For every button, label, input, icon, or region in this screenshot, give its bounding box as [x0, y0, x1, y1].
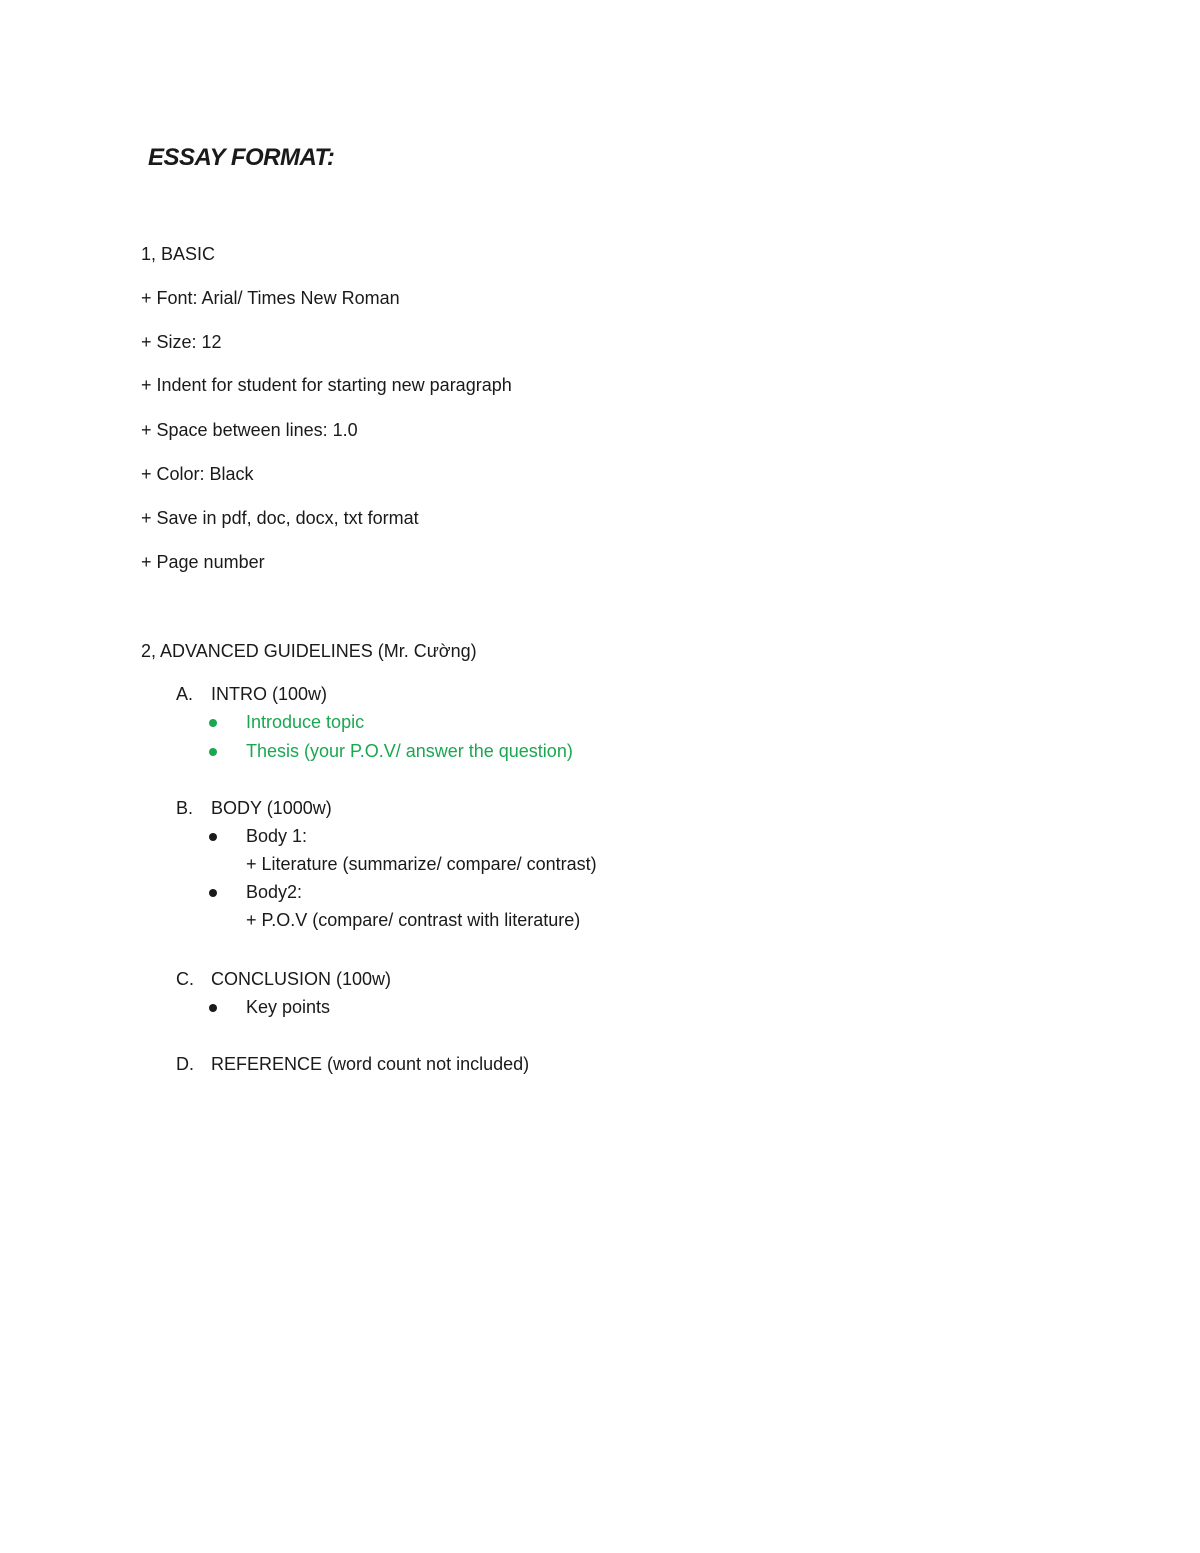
section-letter-a: A.: [176, 684, 194, 704]
body-bullet-2-sub: + P.O.V (compare/ contrast with literature): [246, 910, 581, 930]
bullet-icon: [209, 833, 217, 841]
advanced-heading: 2, ADVANCED GUIDELINES (Mr. Cường): [141, 641, 477, 661]
basic-item-indent: + Indent for student for starting new paragraph: [141, 375, 512, 395]
section-label-body: BODY (1000w): [211, 798, 332, 818]
section-letter-c: C.: [176, 969, 194, 989]
body-bullet-1-sub: + Literature (summarize/ compare/ contrast): [246, 854, 597, 874]
body-bullet-1: Body 1:: [246, 826, 308, 846]
basic-item-size: + Size: 12: [141, 332, 222, 352]
section-letter-b: B.: [176, 798, 194, 818]
conclusion-bullet-key-points: Key points: [246, 997, 331, 1017]
basic-item-font: + Font: Arial/ Times New Roman: [141, 288, 400, 308]
bullet-icon: [209, 719, 217, 727]
bullet-icon: [209, 748, 217, 756]
bullet-icon: [209, 889, 217, 897]
body-bullet-2: Body2:: [246, 882, 303, 902]
document-title: ESSAY FORMAT:: [148, 144, 335, 171]
bullet-icon: [209, 1004, 217, 1012]
intro-bullet-thesis: Thesis (your P.O.V/ answer the question): [246, 741, 573, 761]
basic-item-save: + Save in pdf, doc, docx, txt format: [141, 508, 419, 528]
basic-item-color: + Color: Black: [141, 464, 254, 484]
section-label-intro: INTRO (100w): [211, 684, 328, 704]
basic-heading: 1, BASIC: [141, 244, 216, 264]
section-letter-d: D.: [176, 1054, 194, 1074]
section-label-reference: REFERENCE (word count not included): [211, 1054, 530, 1074]
section-label-conclusion: CONCLUSION (100w): [211, 969, 392, 989]
basic-item-page-number: + Page number: [141, 552, 265, 572]
intro-bullet-topic: Introduce topic: [246, 712, 365, 732]
basic-item-spacing: + Space between lines: 1.0: [141, 420, 358, 440]
